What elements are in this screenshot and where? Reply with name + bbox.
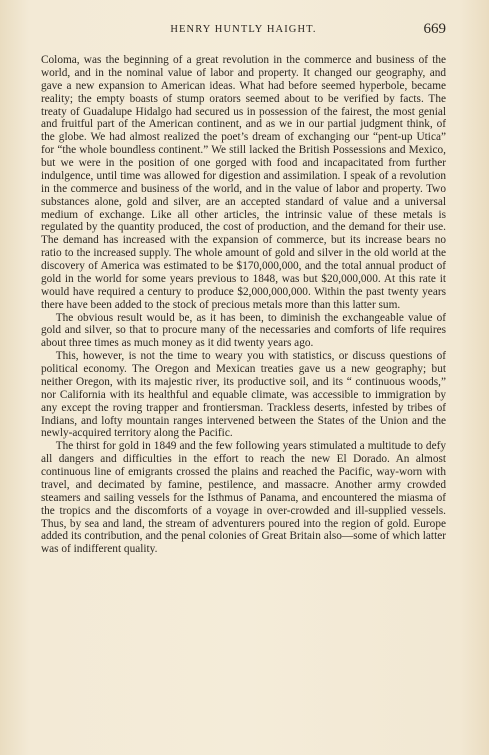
running-head <box>41 22 446 38</box>
paragraph: Coloma, was the beginning of a great revolution in the commerce and business of the world, and in the nominal value of labor and property. It changed our geography, and gave a new expansion to American ideas. What had before seemed hyperbole, became reality; the empty boasts of stump orators seemed about to be verified by facts. The treaty of Guadalupe Hidalgo had secured us in possession of the fairest, the most genial and fruitful part of the American continent, and as we in our partial judgment think, of the globe. We had almost realized the poet’s dream of exchanging our “pent-up Utica” for “the whole boundless continent.” We still lacked the British Possessions and Mexico, but we were in the position of one gorged with food and incapacitated from further indulgence, until time was allowed for digestion and assimilation. I speak of a revolution in the commerce and business of the world, and in the value of labor and property. Two substances alone, gold and silver, are an accepted standard of value and a universal medium of exchange. Like all other articles, the intrinsic value of these metals is regulated by the quantity produced, the cost of production, and the demand for their use. The demand has increased with the expansion of commerce, but its increase bears no ratio to the increased supply. The whole amount of gold and silver in the old world at the discovery of America was estimated to be $170,000,000, and the total annual product of gold in the world for some years previous to 1848, was but $20,000,000. At this rate it would have required a century to produce $2,000,000,000. Within the past twenty years there have been added to the stock of precious metals more than this latter sum. <box>41 54 446 311</box>
running-title: HENRY HUNTLY HAIGHT. <box>170 24 317 35</box>
paragraph: The obvious result would be, as it has been, to diminish the exchangeable value of gold and silver, so that to procure many of the necessaries and comforts of life requires about three times as much money as it did twenty years ago. <box>41 311 446 350</box>
paragraph: The thirst for gold in 1849 and the few following years stimulated a multitude to defy all dangers and difficulties in the effort to reach the new El Dorado. An almost continuous line of emigrants crossed the plains and reached the Pacific, way-worn with travel, and decimated by famine, pestilence, and massacre. Another army crowded steamers and sailing vessels for the Isthmus of Panama, and encountered the miasma of the tropics and the discomforts of a voyage in over-crowded and ill-supplied vessels. Thus, by sea and land, the stream of adventurers poured into the region of gold. Europe added its contribution, and the penal colonies of Great Britain also—some of which latter was of indifferent quality. <box>41 440 446 556</box>
body-text <box>41 54 446 556</box>
paragraph: This, however, is not the time to weary you with statistics, or discuss questions of political economy. The Oregon and Mexican treaties gave us a new geography; but neither Oregon, with its majestic river, its productive soil, and its “ continuous woods,” nor California with its healthful and equable climate, was accessible to immigration by any except the roving trapper and frontiersman. Trackless deserts, infested by tribes of Indians, and lofty mountain ranges intervened between the States of the Union and the newly-acquired territory along the Pacific. <box>41 350 446 440</box>
page-number: 669 <box>423 21 446 37</box>
